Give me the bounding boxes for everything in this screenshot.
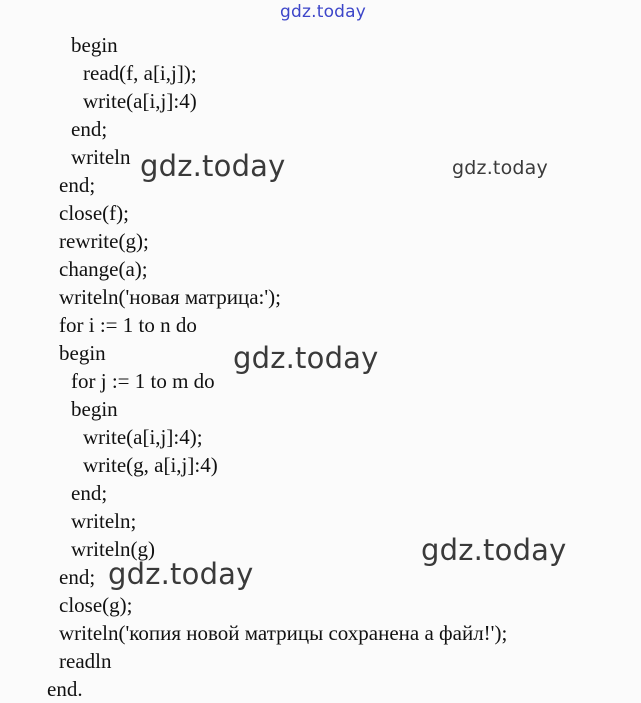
- code-line-14: begin: [71, 397, 118, 421]
- code-line-2: read(f, a[i,j]);: [83, 61, 197, 85]
- watermark-top: gdz.today: [280, 2, 367, 22]
- code-line-20: end;: [59, 565, 96, 589]
- watermark-line5-mid: gdz.today: [140, 149, 286, 183]
- code-line-3: write(a[i,j]:4): [83, 89, 197, 113]
- code-line-5: writeln: [71, 145, 131, 169]
- watermark-line20: gdz.today: [108, 557, 254, 591]
- watermark-line19: gdz.today: [421, 533, 567, 567]
- code-line-4: end;: [71, 117, 108, 141]
- code-line-10: writeln('новая матрица:');: [59, 285, 281, 309]
- code-line-21: close(g);: [59, 593, 133, 617]
- code-line-11: for i := 1 to n do: [59, 313, 197, 337]
- watermark-line5-right: gdz.today: [452, 157, 548, 179]
- watermark-line12: gdz.today: [233, 341, 379, 375]
- code-line-16: write(g, a[i,j]:4): [83, 453, 218, 477]
- code-line-15: write(a[i,j]:4);: [83, 425, 203, 449]
- code-line-18: writeln;: [71, 509, 137, 533]
- code-line-6: end;: [59, 173, 96, 197]
- code-line-8: rewrite(g);: [59, 229, 149, 253]
- code-line-7: close(f);: [59, 201, 129, 225]
- code-line-9: change(a);: [59, 257, 148, 281]
- code-line-22: writeln('копия новой матрицы сохранена а файл!');: [59, 621, 508, 645]
- code-line-13: for j := 1 to m do: [71, 369, 215, 393]
- code-line-24: end.: [47, 677, 83, 701]
- code-line-19: writeln(g): [71, 537, 155, 561]
- code-line-17: end;: [71, 481, 108, 505]
- code-line-23: readln: [59, 649, 112, 673]
- code-line-12: begin: [59, 341, 106, 365]
- code-line-1: begin: [71, 33, 118, 57]
